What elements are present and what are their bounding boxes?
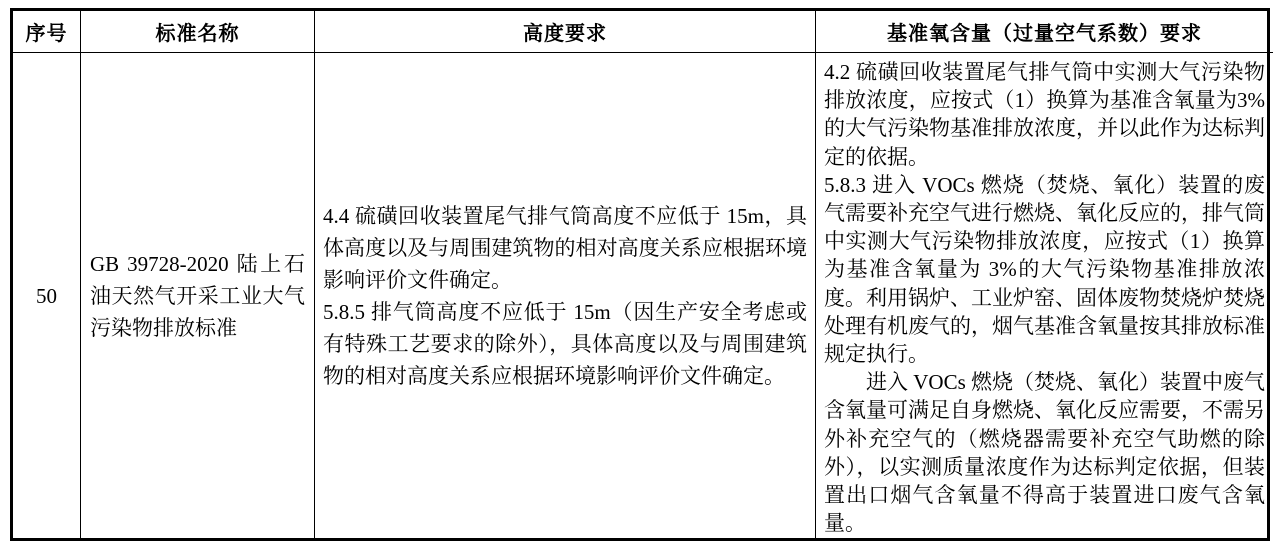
header-standard-name: 标准名称 xyxy=(81,11,315,53)
standard-name-text: GB 39728-2020 陆上石油天然气开采工业大气污染物排放标准 xyxy=(90,251,305,340)
oxygen-requirement-cell xyxy=(816,53,1273,538)
row-index-cell xyxy=(13,53,81,538)
height-requirement-cell xyxy=(315,53,816,538)
header-oxygen-requirement: 基准氧含量（过量空气系数）要求 xyxy=(816,11,1273,53)
row-index-value: 50 xyxy=(36,283,57,308)
header-index: 序号 xyxy=(13,11,81,53)
oxygen-paragraph: 进入 VOCs 燃烧（焚烧、氧化）装置中废气含氧量可满足自身燃烧、氧化反应需要，不需另外补充空气的（燃烧器需要补充空气助燃的除外），以实测质量浓度作为达标判定依据，但装置出口烟气含氧量不得高于装置进口废气含氧量。 xyxy=(824,370,1266,536)
header-height-requirement: 高度要求 xyxy=(315,11,816,53)
oxygen-paragraph: 5.8.3 进入 VOCs 燃烧（焚烧、氧化）装置的废气需要补充空气进行燃烧、氧化反应的，排气筒中实测大气污染物排放浓度，应按式（1）换算为基准含氧量为 3%的大气污染物基准排放浓度。利用锅炉、工业炉窑、固体废物焚烧炉焚烧处理有机废气的，烟气基准含氧量按其排放标准规定执行。 xyxy=(824,172,1265,367)
standard-name-cell xyxy=(81,53,315,538)
oxygen-paragraph: 4.2 硫磺回收装置尾气排气筒中实测大气污染物排放浓度，应按式（1）换算为基准含氧量为3%的大气污染物基准排放浓度，并以此作为达标判定的依据。 xyxy=(824,60,1265,169)
standards-table xyxy=(10,8,1270,541)
height-paragraph: 5.8.5 排气筒高度不应低于 15m（因生产安全考虑或有特殊工艺要求的除外），具体高度以及与周围建筑物的相对高度关系应根据环境影响评价文件确定。 xyxy=(323,299,807,388)
height-paragraph: 4.4 硫磺回收装置尾气排气筒高度不应低于 15m，具体高度以及与周围建筑物的相对高度关系应根据环境影响评价文件确定。 xyxy=(323,203,807,292)
